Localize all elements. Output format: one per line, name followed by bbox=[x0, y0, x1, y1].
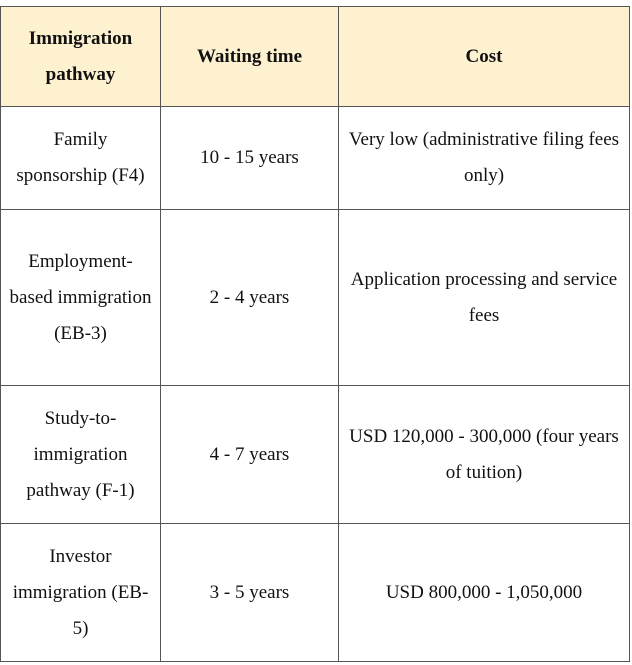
header-immigration-pathway: Immigration pathway bbox=[1, 7, 161, 107]
pathway-cell: Family sponsorship (F4) bbox=[1, 107, 161, 210]
table-header-row bbox=[1, 7, 630, 107]
pathway-cell: Study-to-immigration pathway (F-1) bbox=[1, 386, 161, 524]
cost-cell: Application processing and service fees bbox=[339, 210, 630, 386]
header-waiting-time: Waiting time bbox=[161, 7, 339, 107]
waiting-time-cell: 3 - 5 years bbox=[161, 524, 339, 662]
immigration-comparison-table bbox=[0, 6, 630, 662]
cost-cell: USD 120,000 - 300,000 (four years of tuition) bbox=[339, 386, 630, 524]
header-cost: Cost bbox=[339, 7, 630, 107]
table-row bbox=[1, 107, 630, 210]
pathway-cell: Investor immigration (EB-5) bbox=[1, 524, 161, 662]
table-row bbox=[1, 386, 630, 524]
waiting-time-cell: 10 - 15 years bbox=[161, 107, 339, 210]
pathway-cell: Employment-based immigration (EB-3) bbox=[1, 210, 161, 386]
cost-cell: Very low (administrative filing fees only) bbox=[339, 107, 630, 210]
table-row bbox=[1, 524, 630, 662]
cost-cell: USD 800,000 - 1,050,000 bbox=[339, 524, 630, 662]
table-row bbox=[1, 210, 630, 386]
waiting-time-cell: 2 - 4 years bbox=[161, 210, 339, 386]
waiting-time-cell: 4 - 7 years bbox=[161, 386, 339, 524]
